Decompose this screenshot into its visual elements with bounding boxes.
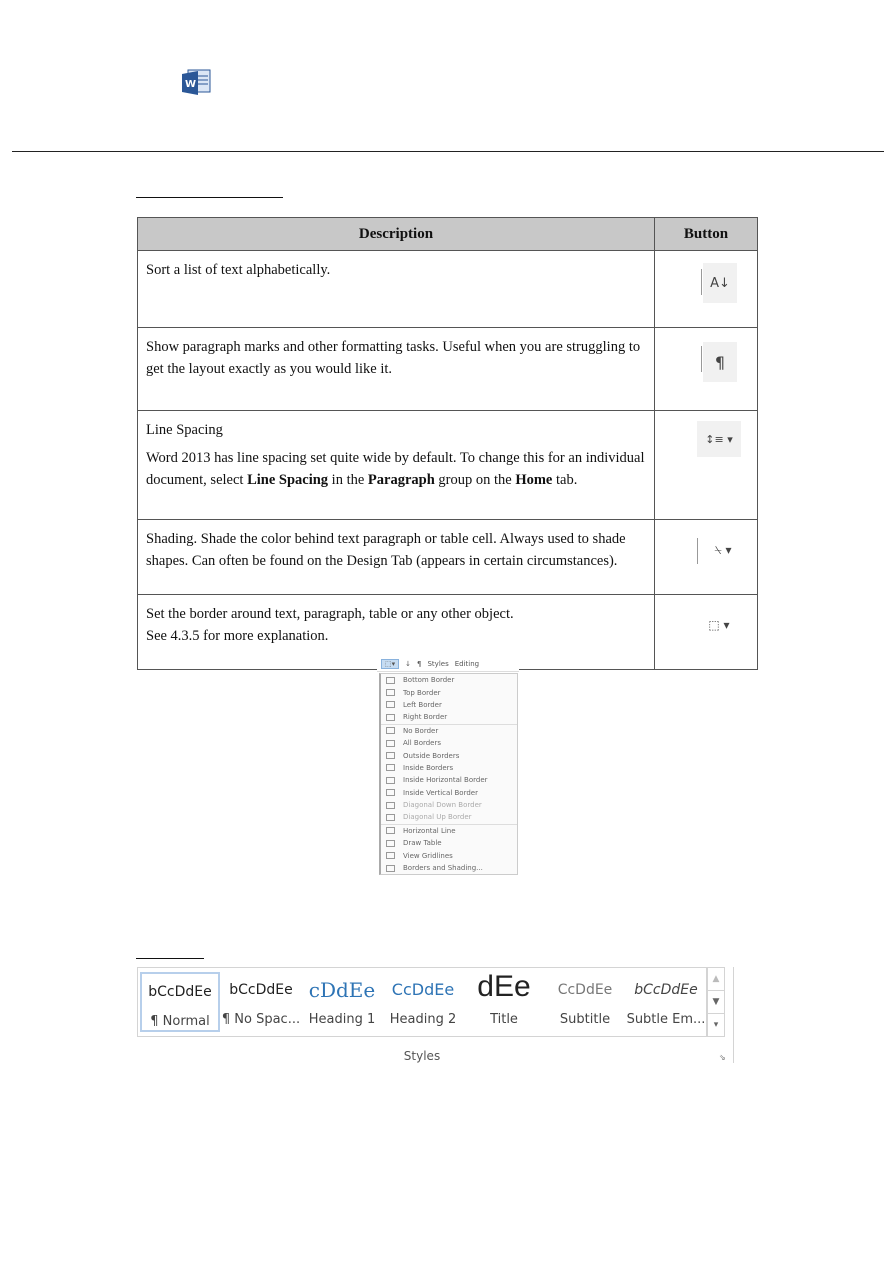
menu-item[interactable] <box>381 799 517 811</box>
menu-item-label: Diagonal Up Border <box>403 813 472 822</box>
row-note: See 4.3.5 for more explanation. <box>146 628 329 644</box>
border-style-icon <box>386 789 395 796</box>
table-row <box>138 411 758 520</box>
styles-group-label: Styles <box>403 1049 441 1063</box>
scroll-up-icon[interactable]: ▲ <box>708 968 724 991</box>
svg-text:W: W <box>185 79 197 90</box>
bold-line-spacing: Line Spacing <box>247 472 329 488</box>
menu-item[interactable] <box>381 711 517 723</box>
header-rule <box>12 151 884 152</box>
pilcrow-button[interactable]: ¶ <box>417 660 422 668</box>
pilcrow-icon[interactable]: ¶ <box>703 342 737 382</box>
border-style-icon <box>386 802 395 809</box>
borders-dropdown <box>377 657 519 871</box>
header-button: Button <box>655 218 758 251</box>
styles-gallery <box>137 967 734 1065</box>
row-description: Shading. Shade the color behind text paragraph or table cell. Always used to shade shapes. Can often be found on the Design Tab (appears in certain circumstances). <box>138 520 655 595</box>
line-spacing-icon[interactable]: ↕≡ ▾ <box>697 421 741 457</box>
borders-icon[interactable]: ⬚ ▾ <box>699 605 739 645</box>
styles-heading-underline <box>136 958 204 959</box>
menu-item-label: Right Border <box>403 713 448 722</box>
menu-item-label: Top Border <box>403 688 441 697</box>
border-style-icon <box>386 814 395 821</box>
style-title[interactable]: dEe Title <box>477 970 531 1027</box>
border-style-icon <box>386 764 395 771</box>
section-heading-underline <box>136 197 283 198</box>
menu-item[interactable] <box>381 686 517 698</box>
menu-item[interactable] <box>381 774 517 786</box>
menu-item-label: Borders and Shading... <box>403 864 483 873</box>
more-styles-icon[interactable]: ▾ <box>713 1020 719 1030</box>
sort-az-icon[interactable]: A↓ <box>703 263 737 303</box>
menu-item[interactable] <box>381 824 517 837</box>
menu-item[interactable] <box>381 699 517 711</box>
table-row <box>138 328 758 411</box>
word-logo-icon <box>180 68 214 98</box>
style-heading-2[interactable]: CcDdEe Heading 2 <box>389 980 457 1027</box>
border-style-icon <box>386 740 395 747</box>
menu-item[interactable] <box>381 849 517 861</box>
border-style-icon <box>386 865 395 872</box>
border-style-icon <box>386 777 395 784</box>
dialog-launcher-icon[interactable]: ⇘ <box>719 1053 726 1062</box>
scroll-down-icon[interactable]: ▼ <box>708 991 724 1014</box>
border-style-icon <box>386 701 395 708</box>
sort-button[interactable]: ↓ <box>405 660 412 668</box>
button-description-table <box>137 217 758 670</box>
border-style-icon <box>386 727 395 734</box>
style-subtitle[interactable]: CcDdEe Subtitle <box>557 982 613 1027</box>
menu-item[interactable] <box>381 862 517 874</box>
style-heading-1[interactable]: cDdEe Heading 1 <box>308 978 376 1027</box>
menu-item[interactable] <box>381 749 517 761</box>
menu-item-label: All Borders <box>403 739 442 748</box>
menu-item[interactable] <box>381 787 517 799</box>
row-description: Word 2013 has line spacing set quite wide by default. To change this for an individual document, select Line Spacing in the Paragraph group on the Home tab. <box>146 450 645 488</box>
header-description: Description <box>138 218 655 251</box>
menu-item-label: Draw Table <box>403 839 442 848</box>
menu-item-label: Bottom Border <box>403 676 455 685</box>
border-style-icon <box>386 677 395 684</box>
shading-icon[interactable]: ⍀ ▾ <box>703 530 743 570</box>
style-subtle-emphasis[interactable]: bCcDdEe Subtle Em... <box>626 982 706 1027</box>
menu-item-label: Inside Horizontal Border <box>403 776 488 785</box>
menu-item-label: Horizontal Line <box>403 826 456 835</box>
menu-item[interactable] <box>381 737 517 749</box>
style-normal[interactable]: bCcDdEe ¶ Normal <box>140 972 220 1032</box>
row-description: Show paragraph marks and other formatting tasks. Useful when you are struggling to get the layout exactly as you would like it. <box>138 328 655 411</box>
menu-item[interactable] <box>381 724 517 737</box>
table-row <box>138 251 758 328</box>
borders-button[interactable]: ⬚▾ <box>381 659 399 669</box>
menu-item-label: Inside Vertical Border <box>403 788 478 797</box>
border-style-icon <box>386 827 395 834</box>
style-no-spacing[interactable]: bCcDdEe ¶ No Spac... <box>221 982 301 1027</box>
ribbon-toolbar <box>377 657 519 672</box>
menu-item-label: Inside Borders <box>403 763 454 772</box>
menu-item[interactable] <box>381 762 517 774</box>
borders-menu-list <box>379 673 518 875</box>
row-description: Set the border around text, paragraph, table or any other object. <box>146 606 514 622</box>
menu-item-label: Diagonal Down Border <box>403 801 482 810</box>
menu-item[interactable] <box>381 837 517 849</box>
border-style-icon <box>386 714 395 721</box>
menu-item-label: View Gridlines <box>403 851 453 860</box>
menu-item[interactable] <box>381 674 517 686</box>
bold-home: Home <box>515 472 553 488</box>
border-style-icon <box>386 852 395 859</box>
border-style-icon <box>386 689 395 696</box>
border-style-icon <box>386 752 395 759</box>
row-title: Line Spacing <box>146 422 223 438</box>
editing-button[interactable]: Editing <box>454 660 480 668</box>
menu-item-label: No Border <box>403 726 439 735</box>
table-row <box>138 520 758 595</box>
menu-item-label: Outside Borders <box>403 751 460 760</box>
menu-item-label: Left Border <box>403 700 442 709</box>
styles-button[interactable]: Styles <box>427 660 449 668</box>
menu-item[interactable] <box>381 811 517 823</box>
row-description: Sort a list of text alphabetically. <box>138 251 655 328</box>
border-style-icon <box>386 840 395 847</box>
bold-paragraph: Paragraph <box>367 472 435 488</box>
gallery-scrollbar <box>707 967 725 1037</box>
